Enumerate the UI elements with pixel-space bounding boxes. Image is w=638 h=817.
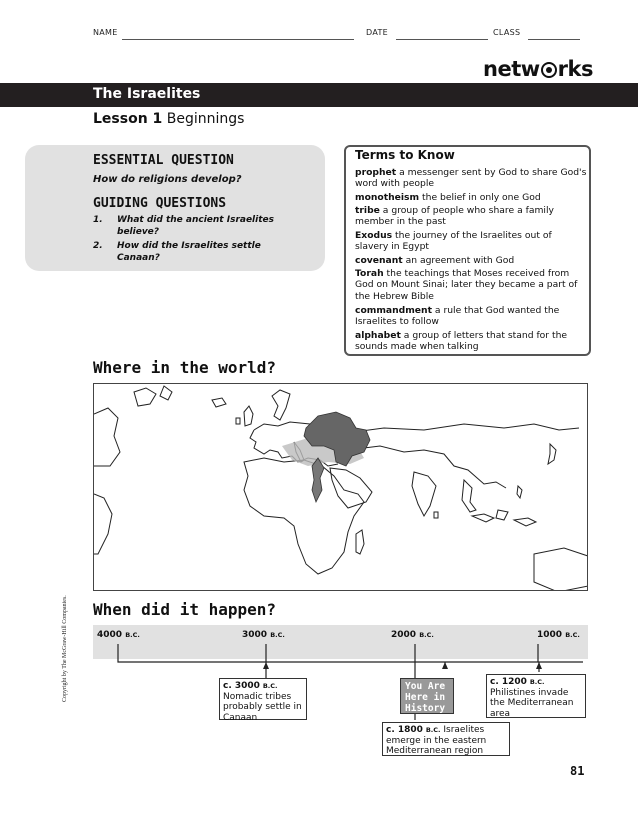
essential-question: How do religions develop?	[93, 174, 242, 185]
term-torah: Torah the teachings that Moses received from God on Mount Sinai; later they became a part of the Hebrew Bible	[355, 268, 578, 302]
globe-icon	[541, 62, 557, 78]
event-3000bc: c. 3000 B.C. Nomadic tribes probably settle in Canaan	[219, 678, 307, 720]
term-tribe: tribe a group of people who share a family member in the past	[355, 205, 554, 228]
guiding-question-1: 1. What did the ancient Israelites believe?	[93, 215, 274, 237]
name-label: NAME	[93, 28, 118, 37]
guiding-question-2: 2. How did the Israelites settle Canaan?	[93, 241, 261, 263]
timeline-label-3000: 3000 B.C.	[242, 630, 285, 640]
timeline-label-1000: 1000 B.C.	[537, 630, 580, 640]
term-commandment: commandment a rule that God wanted the Israelites to follow	[355, 305, 560, 328]
class-label: CLASS	[493, 28, 521, 37]
term-monotheism: monotheism the belief in only one God	[355, 192, 541, 203]
lesson-heading: Lesson 1 Beginnings	[93, 111, 245, 127]
term-alphabet: alphabet a group of letters that stand for the sounds made when talking	[355, 330, 568, 353]
term-covenant: covenant an agreement with God	[355, 255, 515, 266]
timeline-label-4000: 4000 B.C.	[97, 630, 140, 640]
page-number: 81	[570, 764, 585, 778]
chapter-title: The Israelites	[93, 86, 201, 102]
when-heading: When did it happen?	[93, 600, 277, 619]
class-line[interactable]	[528, 39, 580, 40]
term-prophet: prophet a messenger sent by God to share God's word with people	[355, 167, 587, 190]
timeline-label-2000: 2000 B.C.	[391, 630, 434, 640]
guiding-questions-heading: GUIDING QUESTIONS	[93, 196, 227, 211]
copyright-notice: Copyright by The McGraw-Hill Companies.	[62, 595, 68, 702]
event-1800bc: c. 1800 B.C. Israelites emerge in the eastern Mediterranean region	[382, 722, 510, 756]
name-line[interactable]	[122, 39, 354, 40]
event-1200bc: c. 1200 B.C. Philistines invade the Mediterranean area	[486, 674, 586, 718]
networks-logo: netw rks	[483, 57, 593, 81]
essential-question-heading: ESSENTIAL QUESTION	[93, 153, 234, 168]
terms-heading: Terms to Know	[355, 148, 455, 162]
date-line[interactable]	[396, 39, 488, 40]
term-exodus: Exodus the journey of the Israelites out of slavery in Egypt	[355, 230, 552, 253]
you-are-here-marker: You Are Here in History	[400, 678, 454, 714]
where-heading: Where in the world?	[93, 358, 277, 377]
map-outline	[94, 384, 588, 591]
world-map	[93, 383, 588, 591]
date-label: DATE	[366, 28, 389, 37]
